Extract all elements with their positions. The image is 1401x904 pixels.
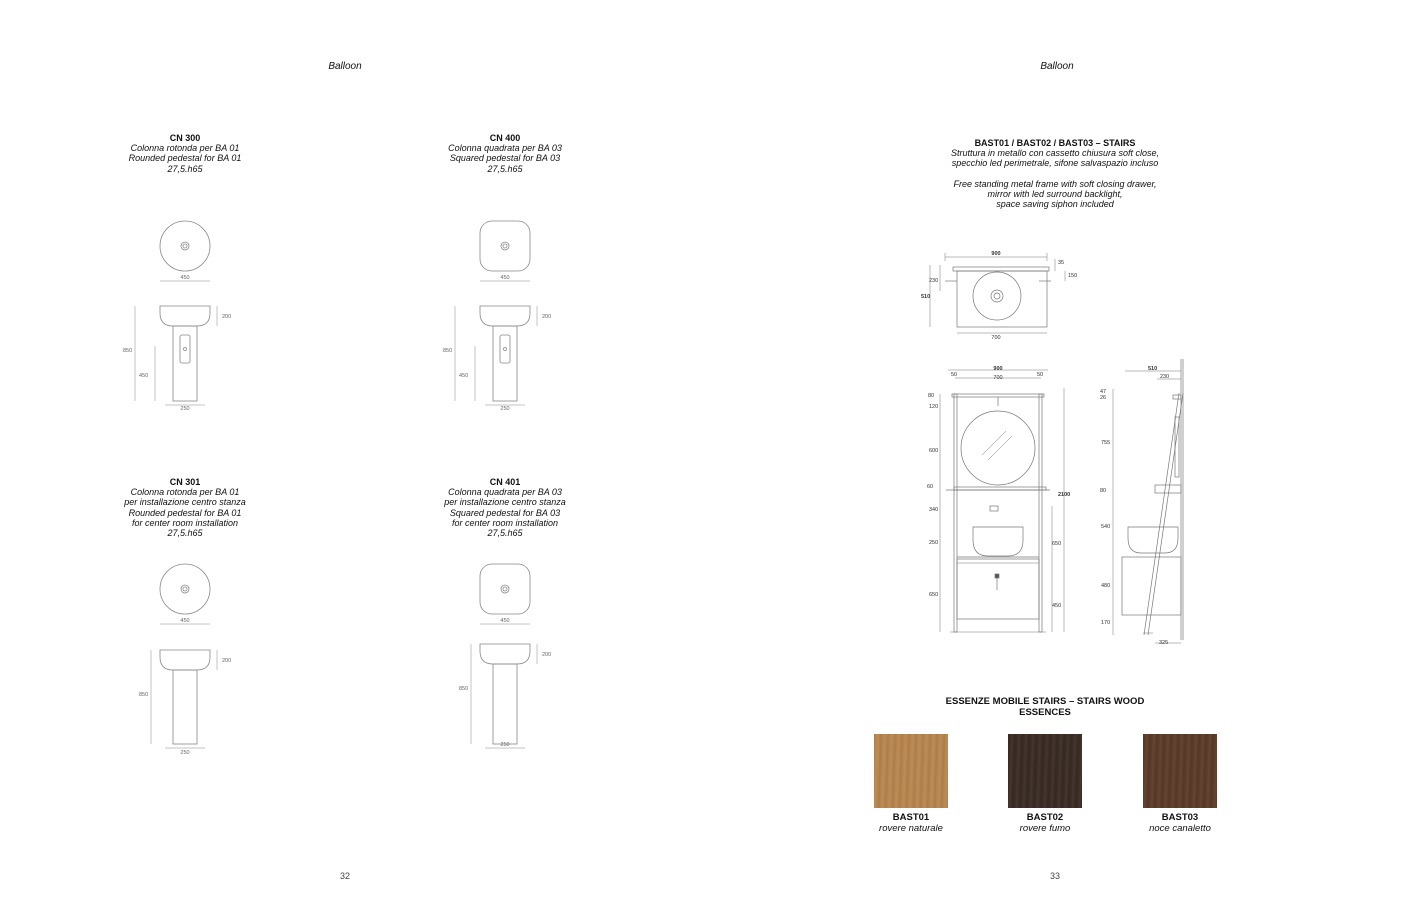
dim-label: 450 (180, 275, 190, 281)
caption-line: Squared pedestal for BA 03 (449, 507, 561, 518)
dim-label: 600 (929, 448, 939, 454)
swatch-label-bast01 (851, 812, 971, 834)
dim-label: 450 (459, 373, 469, 379)
dim-label: 230 (1160, 374, 1170, 380)
caption-line: space saving siphon included (996, 199, 1114, 210)
swatch-code: BAST02 (1026, 812, 1064, 823)
dim-label: 650 (1052, 541, 1062, 547)
product-caption-cn400 (425, 133, 585, 174)
dim-label: 510 (1148, 366, 1158, 372)
dim-label: 700 (991, 335, 1001, 341)
essences-title: ESSENZE MOBILE STAIRS – STAIRS WOOD ESSENCES (945, 696, 1145, 718)
caption-line: Free standing metal frame with soft closing drawer, (953, 178, 1157, 189)
dim-label: 450 (139, 373, 149, 379)
caption-line: 27,5.h65 (487, 163, 523, 174)
caption-line: Squared pedestal for BA 03 (449, 153, 561, 164)
caption-line: Colonna rotonda per BA 01 (130, 143, 240, 154)
dim-label: 250 (500, 406, 510, 412)
dim-label: 170 (1101, 620, 1111, 626)
page-number-right: 33 (1049, 871, 1060, 881)
drawing-cn400 (435, 215, 575, 415)
dim-label: 450 (1052, 603, 1062, 609)
dim-label: 250 (929, 540, 939, 546)
product-code: BAST01 / BAST02 / BAST03 – STAIRS (974, 138, 1136, 148)
swatch-name: rovere fumo (1019, 823, 1071, 834)
left-page (0, 0, 700, 904)
drawing-side-elevation (1095, 355, 1200, 650)
page-number-left: 32 (339, 871, 350, 881)
dim-label: 80 (928, 393, 935, 399)
swatch-name: noce canaletto (1149, 823, 1211, 834)
dim-label: 540 (1101, 524, 1111, 530)
caption-line: Rounded pedestal for BA 01 (128, 153, 242, 164)
drawing-plan-view (915, 245, 1085, 345)
dim-label: 510 (921, 294, 931, 300)
drawing-front-elevation (920, 360, 1080, 645)
caption-line: for center room installation (131, 517, 239, 528)
dim-label: 850 (123, 348, 133, 354)
swatch-label-bast03 (1120, 812, 1240, 834)
product-code: CN 401 (489, 477, 521, 487)
dim-label: 2100 (1058, 492, 1071, 498)
product-code: CN 300 (169, 133, 201, 143)
dim-label: 26 (1100, 395, 1107, 401)
dim-label: 650 (929, 592, 939, 598)
drawing-cn401 (435, 560, 575, 760)
dim-label: 50 (1037, 372, 1044, 378)
swatch-code: BAST01 (892, 812, 930, 823)
wood-swatch-bast01 (874, 734, 948, 808)
right-page (700, 0, 1401, 904)
product-code: CN 301 (169, 477, 201, 487)
dim-label: 120 (929, 404, 939, 410)
dim-label: 325 (1159, 640, 1169, 646)
caption-line: specchio led perimetrale, sifone salvaspazio incluso (951, 158, 1159, 169)
drawing-cn301 (115, 560, 255, 760)
dim-label: 250 (180, 750, 190, 756)
dim-label: 200 (542, 314, 552, 320)
dim-label: 250 (180, 406, 190, 412)
caption-line: Colonna rotonda per BA 01 (130, 487, 240, 498)
caption-line: Rounded pedestal for BA 01 (128, 507, 242, 518)
wood-swatch-bast03 (1143, 734, 1217, 808)
dim-label: 230 (929, 278, 939, 284)
dim-label: 850 (459, 686, 469, 692)
caption-line: for center room installation (451, 517, 559, 528)
product-caption-bast (925, 138, 1185, 209)
caption-line: 27,5.h65 (167, 163, 203, 174)
product-caption-cn301 (95, 477, 275, 538)
swatch-name: rovere naturale (879, 823, 943, 834)
dim-label: 35 (1058, 260, 1065, 266)
swatch-code: BAST03 (1161, 812, 1199, 823)
dim-label: 200 (222, 658, 232, 664)
dim-label: 700 (993, 375, 1003, 381)
dim-label: 47 (1100, 389, 1107, 395)
caption-line: 27,5.h65 (167, 528, 203, 539)
caption-line: Colonna quadrata per BA 03 (448, 143, 562, 154)
dim-label: 200 (222, 314, 232, 320)
product-code: CN 400 (489, 133, 521, 143)
caption-line: Struttura in metallo con cassetto chiusura soft close, (950, 148, 1160, 159)
caption-line: per installazione centro stanza (444, 497, 566, 508)
dim-label: 150 (1068, 273, 1078, 279)
product-caption-cn401 (415, 477, 595, 538)
dim-label: 450 (180, 618, 190, 624)
wood-swatch-bast02 (1008, 734, 1082, 808)
dim-label: 850 (443, 348, 453, 354)
swatch-label-bast02 (985, 812, 1105, 834)
caption-line: per installazione centro stanza (124, 497, 246, 508)
dim-label: 60 (927, 484, 934, 490)
dim-label: 850 (139, 692, 149, 698)
dim-label: 450 (500, 618, 510, 624)
product-caption-cn300 (105, 133, 265, 174)
dim-label: 250 (500, 742, 510, 748)
dim-label: 200 (542, 652, 552, 658)
dim-label: 900 (991, 251, 1001, 257)
caption-line: mirror with led surround backlight, (987, 188, 1123, 199)
running-head-right: Balloon (1040, 61, 1074, 72)
dim-label: 480 (1101, 583, 1111, 589)
dim-label: 900 (993, 366, 1003, 372)
caption-line: 27,5.h65 (487, 528, 523, 539)
running-head-left: Balloon (328, 61, 362, 72)
dim-label: 50 (951, 372, 958, 378)
dim-label: 340 (929, 507, 939, 513)
dim-label: 450 (500, 275, 510, 281)
dim-label: 755 (1101, 440, 1111, 446)
dim-label: 80 (1100, 488, 1107, 494)
drawing-cn300 (115, 215, 255, 415)
caption-line: Colonna quadrata per BA 03 (448, 487, 562, 498)
